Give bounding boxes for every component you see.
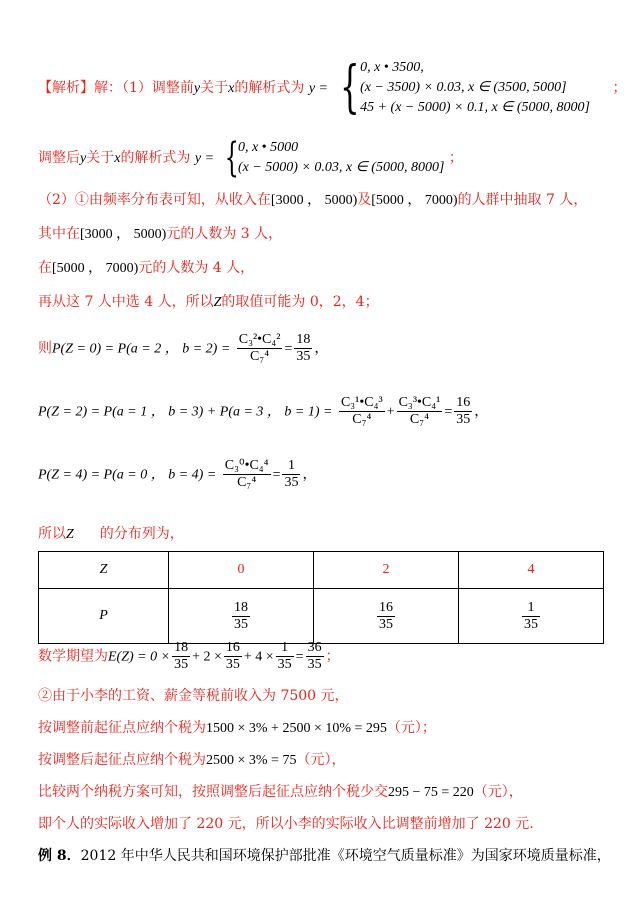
- frac-c32c42: $\frac{\text{C₃²•C₄²}}{\text{C₇⁴}}$: [238, 332, 281, 364]
- left-brace: {: [340, 55, 361, 120]
- table-cell: 2: [314, 552, 459, 589]
- expectation: 数学期望为E(Z) = 0 × $\frac{18}{35}$ + 2 × $\frac{16}{35}$ + 4 × $\frac{1}{35}$ = $\frac{36}{35}$ ；: [38, 640, 340, 672]
- example-label: 例 8．: [38, 848, 81, 864]
- solution-part1-after-line: 调整后y关于x的解析式为 y = { 0, x • 5000 (x − 5000) × 0.03, x ∈ (5000, 8000] ；: [38, 135, 463, 181]
- part2-line2: 其中在[3000 ， 5000)元的人数为 3 人，: [38, 226, 283, 242]
- table-cell: 0: [169, 552, 314, 589]
- part2-line1: （2）①由频率分布表可知，从收入在[3000 ， 5000)及[5000 ， 7000)的人群中抽取 7 人，: [38, 192, 588, 208]
- part2-line4: 再从这 7 人中选 4 人，所以Z的取值可能为 0，2，4；: [38, 294, 379, 310]
- part2-line3: 在[5000 ， 7000)元的人数为 4 人，: [38, 260, 255, 276]
- analysis-label: 【解析】: [38, 80, 94, 96]
- table-cell: $\frac{1}{35}$: [458, 589, 603, 644]
- distribution-table: [38, 551, 604, 644]
- frac-18-35: $\frac{18}{35}$: [296, 332, 311, 364]
- table-row: [39, 589, 604, 644]
- table-cell: $\frac{18}{35}$: [169, 589, 314, 644]
- table-header-p: P: [39, 589, 169, 644]
- tax-compare-line: 比较两个纳税方案可知，按照调整后起征点应纳个税少交295 − 75 = 220（元），: [38, 784, 523, 800]
- tax-after-line: 按调整后起征点应纳个税为2500 × 3% = 75（元），: [38, 752, 346, 768]
- table-row: [39, 552, 604, 589]
- income-increase-line: 即个人的实际收入增加了 220 元，所以小李的实际收入比调整前增加了 220 元.: [38, 816, 534, 832]
- xiaoli-income-line: ②由于小李的工资、薪金等税前收入为 7500 元，: [38, 688, 349, 704]
- table-cell: 4: [458, 552, 603, 589]
- solution-part1-line: 【解析】解：（1）调整前y关于x的解析式为 y = { 0, x • 3500, (x − 3500) × 0.03, x ∈ (3500, 5000] 45 + (x − 5000) × 0.1, x ∈ (5000, 8000] ；: [38, 55, 627, 120]
- piecewise-after: { 0, x • 5000 (x − 5000) × 0.03, x ∈ (5000, 8000]: [224, 135, 445, 181]
- left-brace-after: {: [224, 135, 239, 181]
- table-header-z: Z: [39, 552, 169, 589]
- example-8-line: 例 8．2012 年中华人民共和国环境保护部批准《环境空气质量标准》为国家环境质量标准，: [38, 848, 611, 864]
- distribution-intro: 所以Z 的分布列为，: [38, 526, 184, 542]
- prob-z2: P(Z = 2) = P(a = 1 ， b = 3) + P(a = 3 ， b = 1) = $\frac{\text{C₃¹•C₄³}}{\text{C₇⁴}}$ + $\frac{\text{C₃³•C₄¹}}{\text{C₇⁴}}$ = $\frac{16}{35}$ ，: [38, 395, 489, 427]
- prob-z0: 则P(Z = 0) = P(a = 2 ， b = 2) = $\frac{\text{C₃²•C₄²}}{\text{C₇⁴}}$ = $\frac{18}{35}$ ，: [38, 332, 329, 364]
- tax-before-line: 按调整前起征点应纳个税为1500 × 3% + 2500 × 10% = 295（元）；: [38, 720, 436, 736]
- table-cell: $\frac{16}{35}$: [314, 589, 459, 644]
- prob-z4: P(Z = 4) = P(a = 0 ， b = 4) = $\frac{\text{C₃⁰•C₄⁴}}{\text{C₇⁴}}$ = $\frac{1}{35}$ ，: [38, 458, 317, 490]
- piecewise-before: { 0, x • 3500, (x − 3500) × 0.03, x ∈ (3500, 5000] 45 + (x − 5000) × 0.1, x ∈ (5000, 8000]: [340, 55, 590, 120]
